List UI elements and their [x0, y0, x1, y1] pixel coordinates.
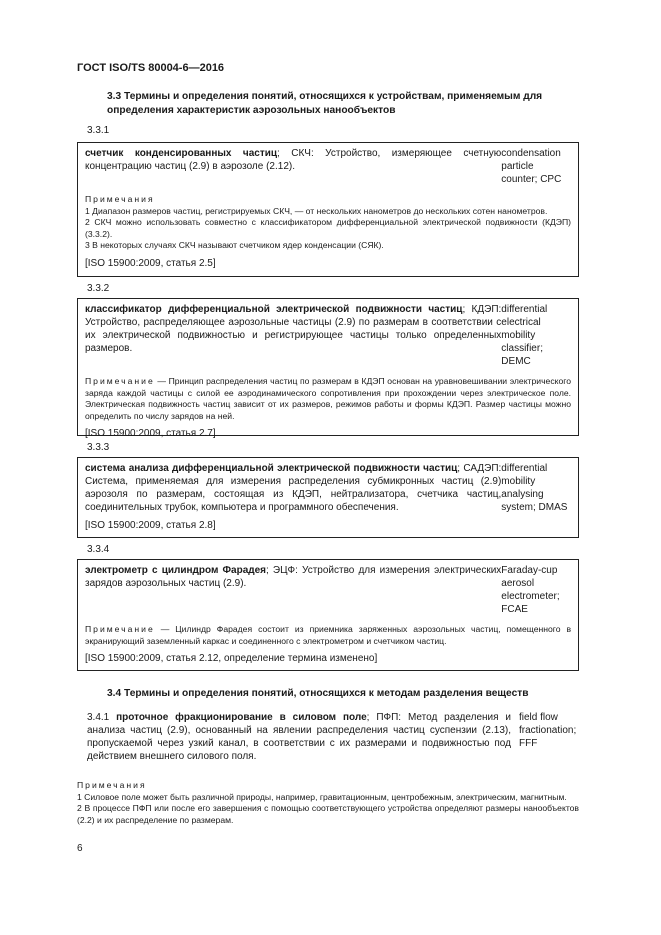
term-definition — [85, 147, 501, 186]
term: электрометр с цилиндром Фарадея — [85, 565, 267, 576]
notes-title: Примечание — [85, 624, 155, 634]
note — [85, 624, 571, 647]
term-entry-box — [77, 559, 579, 671]
section-heading-3-4: 3.4 Термины и определения понятий, относящихся к методам разделения веществ — [107, 688, 529, 699]
english-term: differential electrical mobility classifier; DEMC — [501, 304, 548, 367]
note: 2 В процессе ПФП или после его завершения с помощью соответствующего устройства определяют размеры нанообъектов (2.2) и их распределение по размерам. — [77, 803, 579, 825]
entry-number: 3.4.1 — [87, 712, 110, 723]
term-entry-box — [77, 298, 579, 440]
english-term: differential mobility analysing system; DMAS — [501, 463, 568, 513]
entry-number: 3.3.2 — [87, 283, 110, 294]
document-header: ГОСТ ISO/TS 80004-6—2016 — [77, 62, 225, 74]
entry-number: 3.3.4 — [87, 544, 110, 555]
entry-number: 3.3.3 — [87, 442, 110, 453]
note-text: — Принцип распределения частиц по размерам в КДЭП основан на уравновешивании электрического заряда каждой частицы с силой ее аэродинамического сопротивления при прохождении через электрическое поле. Электрическая подвижность частиц зависит от их размеров, режимов работы и формы КДЭП. Размер частицы можно определить по числу зарядов на ней. — [85, 376, 571, 421]
term: счетчик конденсированных частиц — [85, 148, 278, 159]
notes-title: Примечания — [85, 194, 155, 204]
notes-title: Примечание — [85, 376, 155, 386]
english-term: Faraday-cup aerosol electrometer; FCAE — [501, 565, 560, 615]
note: 2 СКЧ можно использовать совместно с классификатором дифференциальной электрической подвижности (КДЭП) (3.3.2). — [85, 217, 571, 239]
english-term: field flow fractionation; FFF — [519, 712, 577, 749]
definition: ; ЭЦФ: Устройство для измерения электрических зарядов аэрозольных частиц (2.9). — [85, 565, 502, 589]
term: система анализа дифференциальной электрической подвижности частиц — [85, 463, 458, 474]
definition: ; САДЭП: Система, применяемая для измерения распределения субмикронных частиц (2.9) аэрозоля по размерам, состоящая из КДЭП, нейтрализатора, счетчика частиц, соединительных трубок, компьютера и программного обеспечения. — [85, 463, 502, 513]
source-reference: [ISO 15900:2009, статья 2.8] — [85, 520, 216, 531]
source-reference: [ISO 15900:2009, статья 2.7] — [85, 428, 216, 440]
source-reference: [ISO 15900:2009, статья 2.5] — [85, 257, 216, 269]
term-entry-3-4-1 — [87, 711, 579, 763]
definition: ; КДЭП: Устройство, распределяющее аэрозольные частицы (2.9) по размерам в соответствии с их электрической подвижностью и регистрирующее частицы только определенных размеров. — [85, 304, 502, 354]
source-reference: [ISO 15900:2009, статья 2.12, определение термина изменено] — [85, 653, 378, 665]
notes — [77, 780, 579, 826]
english-term: condensation particle counter; CPC — [501, 148, 562, 185]
note: 1 Силовое поле может быть различной природы, например, гравитационным, центробежным, электрическим, магнитным. — [77, 791, 567, 802]
term: классификатор дифференциальной электрической подвижности частиц — [85, 304, 463, 315]
term-definition — [87, 711, 511, 763]
term: проточное фракционирование в силовом поле — [116, 712, 367, 723]
notes — [85, 194, 571, 252]
notes-title: Примечания — [77, 780, 147, 790]
term-definition — [85, 303, 501, 368]
note: 1 Диапазон размеров частиц, регистрируемых СКЧ, — от нескольких нанометров до нескольких сотен нанометров. — [85, 205, 548, 216]
note — [85, 376, 571, 422]
definition: ; ПФП: Метод разделения и анализа частиц (2.9), основанный на явлении распределения частиц суспензии (2.13), пропускаемой через узкий канал, в соответствии с их размерами и подвижностью под действием внешнего силового поля. — [87, 712, 511, 762]
note: 3 В некоторых случаях СКЧ называют счетчиком ядер конденсации (СЯК). — [85, 240, 384, 251]
term-definition — [85, 564, 501, 616]
definition: ; СКЧ: Устройство, измеряющее счетную концентрацию частиц (2.9) в аэрозоле (2.12). — [85, 148, 502, 172]
term-definition — [85, 462, 501, 514]
term-entry-box — [77, 457, 579, 538]
page-number: 6 — [77, 843, 83, 854]
section-heading-3-3: 3.3 Термины и определения понятий, относящихся к устройствам, применяемым для определения характеристик аэрозольных нанообъектов — [107, 91, 543, 116]
entry-number: 3.3.1 — [87, 125, 110, 136]
term-entry-box — [77, 142, 579, 277]
note-text: — Цилиндр Фарадея состоит из приемника заряженных аэрозольных частиц, помещенного в экранирующий заземленный каркас и соединенного с электрометром и счетчиком частиц. — [85, 624, 572, 646]
